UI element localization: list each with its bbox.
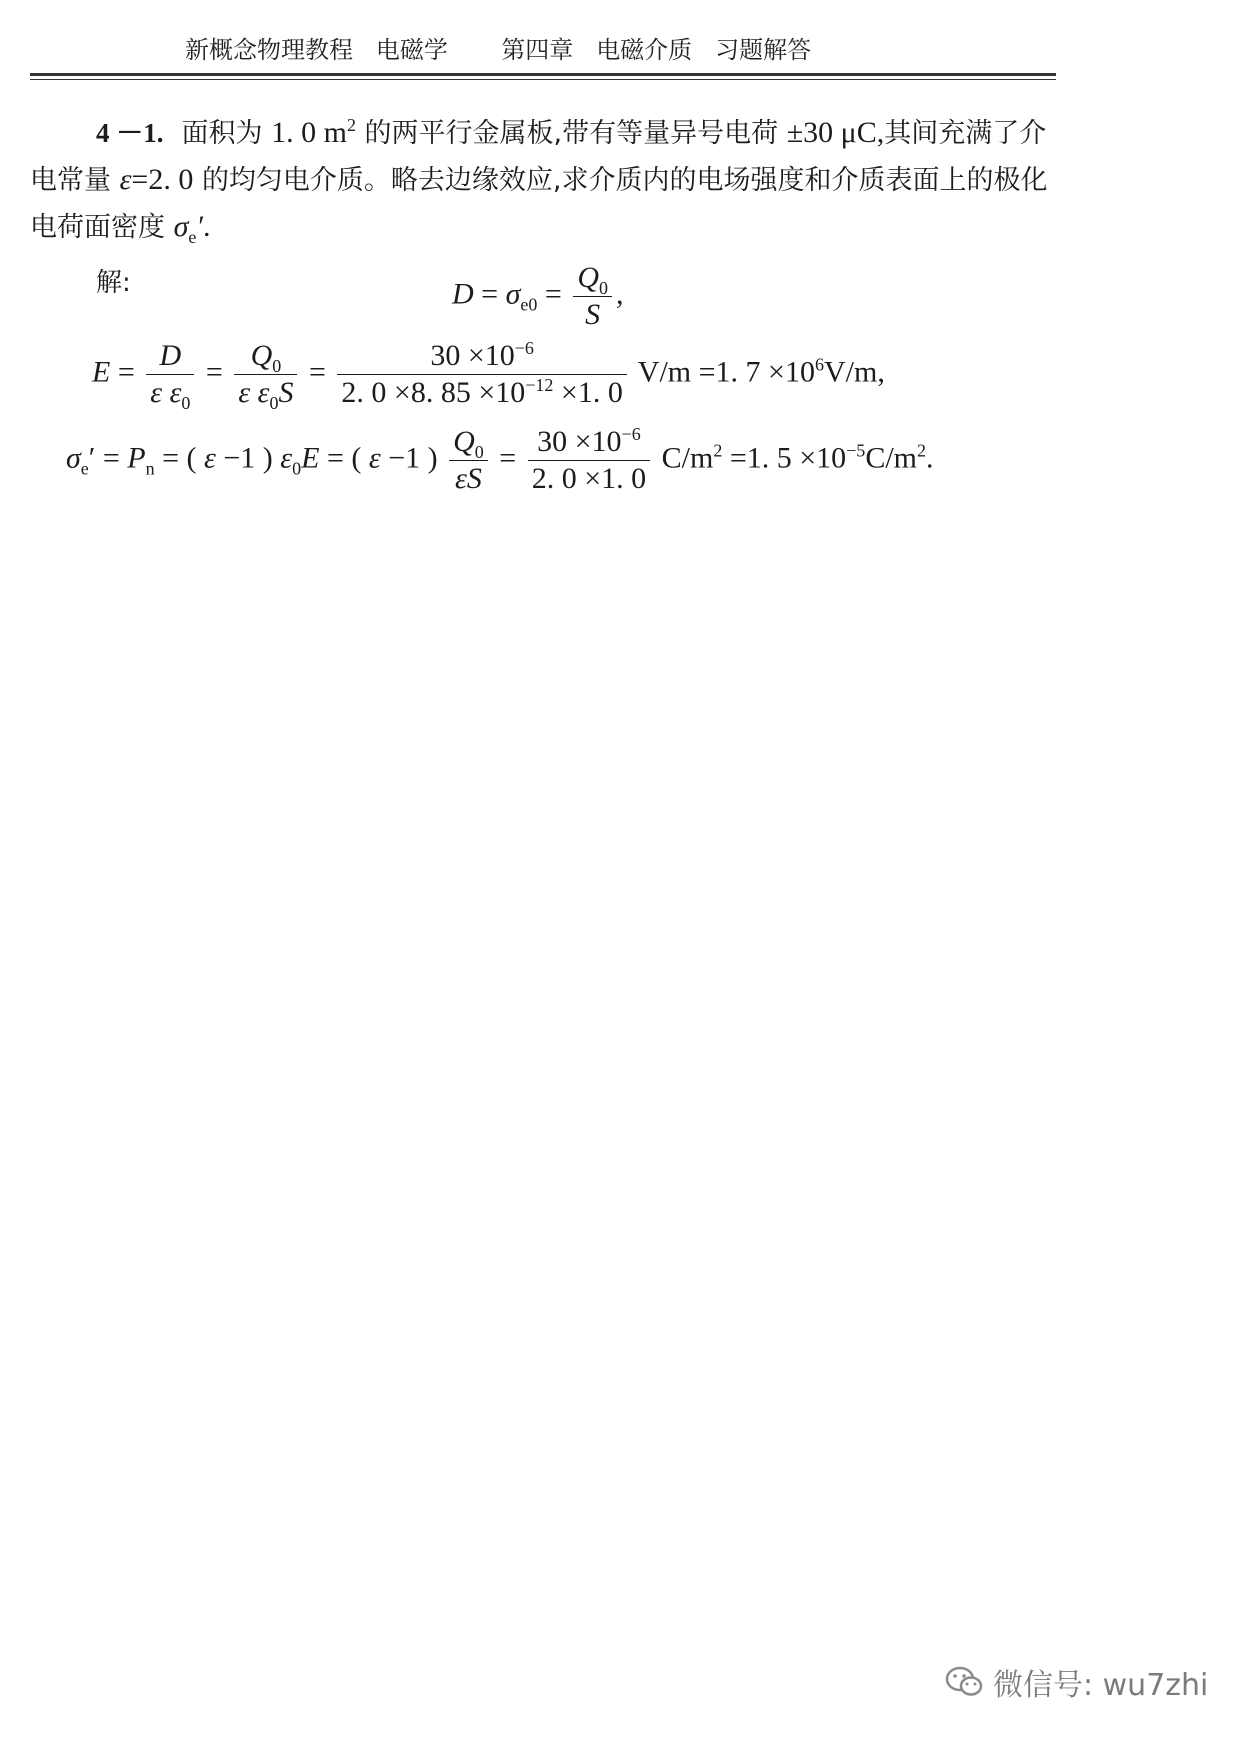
- problem-text-4: 的均匀电介质。略去边缘效应,求介质内的电场强度和介质表面上的极化电荷面密度: [30, 165, 1048, 243]
- wechat-icon: [945, 1665, 983, 1699]
- header-chapter-title: 电磁介质: [596, 36, 693, 64]
- eq2-result: V/m =1. 7 ×10: [637, 355, 815, 389]
- epsilon-symbol: ε: [119, 163, 132, 196]
- epsilon-value: =2. 0: [131, 163, 194, 196]
- problem-text-2: 的两平行金属板,带有等量异号电荷: [364, 118, 779, 149]
- area-value: 1. 0 $m^2$: [271, 115, 356, 149]
- header-section: 习题解答: [715, 36, 812, 64]
- equation-electric-field: E = $\frac{D}{\varepsilon \varepsilon_0}$ = $\frac{Q_0}{\varepsilon \varepsilon_0S}$ = $\frac{30 \times 10^{-6}}{2. 0 \times 8. 85 \times 10^{-12} \times 1. 0}$ V/m =1. $7 \times 10^6V/m$,: [92, 338, 885, 413]
- equation-displacement: $D = \sigma_{e0}$ = $\frac{Q_0}{S}$ ,: [452, 261, 624, 331]
- header-subject: 电磁学: [375, 36, 448, 64]
- running-header: [185, 30, 811, 65]
- header-chapter: 第四章: [501, 36, 574, 64]
- watermark-text: 微信号: wu7zhi: [993, 1668, 1209, 1703]
- problem-text-1: 面积为: [181, 118, 263, 149]
- sigma-symbol: $\sigma_e'$: [173, 210, 203, 247]
- solution-label: 解:: [96, 268, 131, 298]
- eq3-unit: C/m: [661, 441, 714, 475]
- wechat-watermark: [945, 1660, 1208, 1704]
- equation-polarization-charge: $\sigma_e' = P_n$ = ( ε −1 ) $\varepsilon_0E$ = ( ε −1 ) $\frac{Q_0}{\varepsilon S}$ = $\frac{30 \times 10^{-6}}{2. 0 \times 1. 0}$ $C/m^2 =1$. $5 \times 10^{-5}C/m^2$.: [66, 424, 934, 495]
- problem-text-3: 其间充满了介电常量: [30, 118, 1047, 196]
- header-rule-thin: [30, 79, 1056, 80]
- charge-value: ±30 μC,: [786, 116, 885, 149]
- header-book: 新概念物理教程: [185, 36, 353, 64]
- header-rule-thick: [30, 73, 1056, 76]
- problem-statement: 4 －1. 面积为 1. 0 $m^2$ 的两平行金属板,带有等量异号电荷 ±30 μC,其间充满了介电常量 ε=2. 0 的均匀电介质。略去边缘效应,求介质内的电场强度和介质表面上的极化电荷面密度 $\sigma_e'$.: [30, 115, 1048, 247]
- problem-number: 4 －1.: [96, 118, 164, 148]
